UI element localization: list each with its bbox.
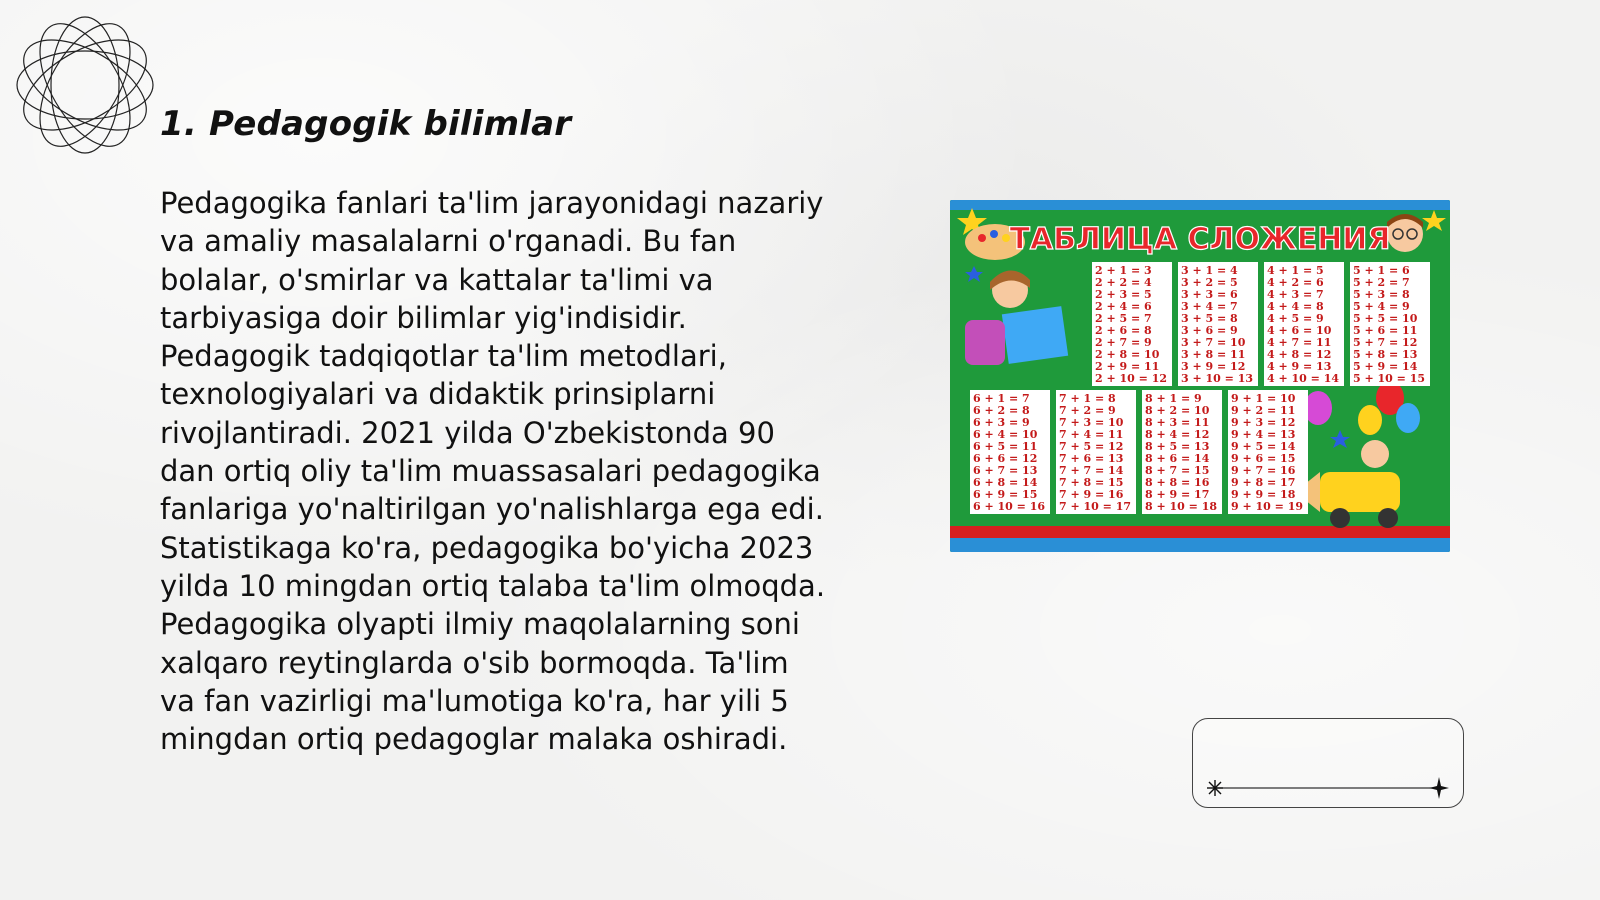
addition-fact: 7 + 6 = 13 [1059, 452, 1124, 465]
addition-fact: 3 + 2 = 5 [1181, 276, 1238, 289]
addition-fact: 9 + 8 = 17 [1231, 476, 1296, 489]
addition-fact: 5 + 5 = 10 [1353, 312, 1418, 325]
addition-fact: 3 + 9 = 12 [1181, 360, 1246, 373]
addition-fact: 2 + 6 = 8 [1095, 324, 1152, 337]
addition-fact: 6 + 7 = 13 [973, 464, 1038, 477]
addition-fact: 8 + 2 = 10 [1145, 404, 1210, 417]
addition-fact: 6 + 5 = 11 [973, 440, 1038, 453]
addition-fact: 2 + 7 = 9 [1095, 336, 1152, 349]
addition-column-9 [1228, 390, 1308, 514]
addition-fact: 4 + 6 = 10 [1267, 324, 1332, 337]
addition-fact: 7 + 2 = 9 [1059, 404, 1116, 417]
addition-fact: 8 + 9 = 17 [1145, 488, 1210, 501]
addition-fact: 9 + 1 = 10 [1231, 392, 1296, 405]
addition-fact: 3 + 7 = 10 [1181, 336, 1246, 349]
addition-fact: 5 + 6 = 11 [1353, 324, 1418, 337]
addition-fact: 7 + 7 = 14 [1059, 464, 1124, 477]
addition-fact: 3 + 8 = 11 [1181, 348, 1246, 361]
addition-fact: 2 + 5 = 7 [1095, 312, 1152, 325]
addition-fact: 5 + 9 = 14 [1353, 360, 1418, 373]
addition-fact: 5 + 3 = 8 [1353, 288, 1410, 301]
addition-fact: 3 + 4 = 7 [1181, 300, 1238, 313]
addition-fact: 5 + 10 = 15 [1353, 372, 1426, 385]
addition-fact: 4 + 4 = 8 [1267, 300, 1324, 313]
addition-fact: 6 + 8 = 14 [973, 476, 1038, 489]
addition-fact: 4 + 10 = 14 [1267, 372, 1340, 385]
addition-fact: 6 + 1 = 7 [973, 392, 1030, 405]
addition-fact: 7 + 1 = 8 [1059, 392, 1116, 405]
addition-fact: 5 + 4 = 9 [1353, 300, 1410, 313]
addition-fact: 3 + 1 = 4 [1181, 264, 1238, 277]
addition-fact: 4 + 5 = 9 [1267, 312, 1324, 325]
addition-fact: 7 + 3 = 10 [1059, 416, 1124, 429]
addition-fact: 3 + 3 = 6 [1181, 288, 1238, 301]
addition-fact: 8 + 5 = 13 [1145, 440, 1210, 453]
addition-fact: 4 + 2 = 6 [1267, 276, 1324, 289]
addition-fact: 2 + 1 = 3 [1095, 264, 1152, 277]
addition-fact: 8 + 1 = 9 [1145, 392, 1202, 405]
addition-column-3 [1178, 262, 1258, 386]
addition-fact: 3 + 6 = 9 [1181, 324, 1238, 337]
addition-fact: 9 + 7 = 16 [1231, 464, 1296, 477]
addition-fact: 9 + 2 = 11 [1231, 404, 1296, 417]
addition-fact: 7 + 5 = 12 [1059, 440, 1124, 453]
addition-fact: 7 + 4 = 11 [1059, 428, 1124, 441]
orbital-rings-icon [10, 10, 160, 160]
slide-body-text: Pedagogika fanlari ta'lim jarayonidagi nazariy va amaliy masalalarni o'rganadi. Bu fan bolalar, o'smirlar va kattalar ta'limi va tarbiyasiga doir bilimlar yig'indisidir. Pedagogik tadqiqotlar ta'lim metodlari, texnologiyalari va didaktik prinsiplarni rivojlantiradi. 2021 yilda O'zbekistonda 90 dan ortiq oliy ta'lim muassasalari pedagogika fanlariga yo'naltirilgan yo'nalishlarga ega edi. Statistikaga ko'ra, pedagogika bo'yicha 2023 yilda 10 mingdan ortiq talaba ta'lim olmoqda. Pedagogika olyapti ilmiy maqolalarning soni xalqaro reytinglarda o'sib bormoqda. Ta'lim va fan vazirligi ma'lumotiga ko'ra, har yili 5 mingdan ortiq pedagoglar malaka oshiradi. [160, 186, 826, 757]
addition-fact: 2 + 2 = 4 [1095, 276, 1152, 289]
addition-fact: 5 + 7 = 12 [1353, 336, 1418, 349]
addition-fact: 9 + 5 = 14 [1231, 440, 1296, 453]
addition-fact: 4 + 9 = 13 [1267, 360, 1332, 373]
addition-fact: 8 + 10 = 18 [1145, 500, 1218, 513]
decorative-frame [1192, 718, 1464, 808]
addition-fact: 2 + 3 = 5 [1095, 288, 1152, 301]
addition-fact: 7 + 9 = 16 [1059, 488, 1124, 501]
addition-fact: 5 + 2 = 7 [1353, 276, 1410, 289]
addition-fact: 9 + 6 = 15 [1231, 452, 1296, 465]
addition-fact: 8 + 7 = 15 [1145, 464, 1210, 477]
addition-column-7 [1056, 390, 1136, 514]
cross-star-icon [1429, 777, 1449, 799]
addition-fact: 2 + 8 = 10 [1095, 348, 1160, 361]
addition-fact: 7 + 8 = 15 [1059, 476, 1124, 489]
addition-fact: 2 + 9 = 11 [1095, 360, 1160, 373]
addition-fact: 4 + 7 = 11 [1267, 336, 1332, 349]
addition-fact: 8 + 3 = 11 [1145, 416, 1210, 429]
addition-fact: 3 + 5 = 8 [1181, 312, 1238, 325]
addition-fact: 7 + 10 = 17 [1059, 500, 1132, 513]
addition-column-5 [1350, 262, 1430, 386]
addition-fact: 2 + 4 = 6 [1095, 300, 1152, 313]
poster-title: ТАБЛИЦА СЛОЖЕНИЯ [1009, 222, 1391, 257]
addition-fact: 4 + 1 = 5 [1267, 264, 1324, 277]
addition-fact: 5 + 8 = 13 [1353, 348, 1418, 361]
addition-fact: 8 + 8 = 16 [1145, 476, 1210, 489]
addition-fact: 6 + 10 = 16 [973, 500, 1046, 513]
sparkle-icon [1207, 780, 1223, 796]
addition-fact: 6 + 4 = 10 [973, 428, 1038, 441]
addition-fact: 8 + 4 = 12 [1145, 428, 1210, 441]
addition-fact: 9 + 9 = 18 [1231, 488, 1296, 501]
addition-fact: 6 + 6 = 12 [973, 452, 1038, 465]
addition-table-poster [950, 200, 1450, 552]
addition-column-2 [1092, 262, 1172, 386]
addition-fact: 8 + 6 = 14 [1145, 452, 1210, 465]
addition-column-8 [1142, 390, 1222, 514]
addition-fact: 5 + 1 = 6 [1353, 264, 1410, 277]
addition-fact: 4 + 8 = 12 [1267, 348, 1332, 361]
addition-fact: 6 + 2 = 8 [973, 404, 1030, 417]
addition-fact: 6 + 9 = 15 [973, 488, 1038, 501]
addition-fact: 9 + 10 = 19 [1231, 500, 1304, 513]
addition-fact: 2 + 10 = 12 [1095, 372, 1168, 385]
addition-column-6 [970, 390, 1050, 514]
addition-column-4 [1264, 262, 1344, 386]
slide-title: 1. Pedagogik bilimlar [160, 104, 572, 144]
addition-fact: 4 + 3 = 7 [1267, 288, 1324, 301]
addition-fact: 3 + 10 = 13 [1181, 372, 1254, 385]
addition-fact: 6 + 3 = 9 [973, 416, 1030, 429]
addition-fact: 9 + 4 = 13 [1231, 428, 1296, 441]
addition-fact: 9 + 3 = 12 [1231, 416, 1296, 429]
